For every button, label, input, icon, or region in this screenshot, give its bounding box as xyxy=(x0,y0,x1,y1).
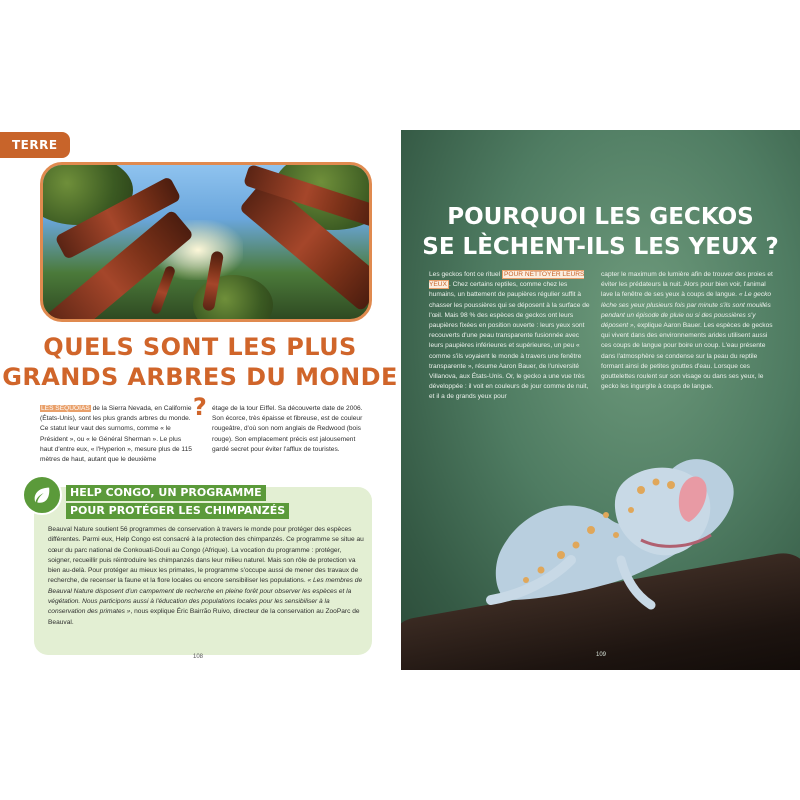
page-number-right: 109 xyxy=(596,652,607,658)
column-1: LES SÉQUOIAS de la Sierra Nevada, en Californie (États-Unis), sont les plus grands arbres du monde. Ce statut leur vaut des surnoms, comme « le Président », ou « le Général Sherman ». Le plus haut d'entre eux, « l'Hyperion », mesure plus de 115 mètres de haut, autant que le deuxième xyxy=(40,405,192,464)
sequoia-photo xyxy=(40,162,372,322)
section-tab: TERRE xyxy=(0,132,70,158)
page-title-left: QUELS SONT LES PLUS GRANDS ARBRES DU MONDE ? xyxy=(2,333,398,421)
column-2: étage de la tour Eiffel. Sa découverte date de 2006. Son écorce, très épaisse et fibreuse, est de couleur rougeâtre, d'où son nom anglais de Redwood (bois rouge). Son emplacement précis est jalousement gardé secret pour éviter l'afflux de touristes. xyxy=(212,405,363,453)
help-box-text: Beauval Nature soutient 56 programmes de conservation à travers le monde pour protéger des espèces différentes. Parmi eux, Help Congo est consacré à la protection des chimpanzés. Ce programme se situe au cœur du parc national de Conkouati-Douli au Congo (Afrique). La vocation du programme : protéger, soigner, recueillir puis réintroduire les chimpanzés dans leur milieu naturel. Mais son rôle de protection va bien au-delà. Pour protéger au mieux les primates, le programme s'occupe aussi de mener des travaux de recherche, de recenser la faune et la flore locales ou encore sensibiliser les populations. « Les membres de Beauval Nature disposent d'un campement de recherche en pleine forêt pour observer les espèces et la végétation. Nous participons aussi à l'éducation des populations locales pour les sensibiliser à la conservation des primates », nous explique Éric Bairrão Ruivo, directeur de la conservation au ZooParc de Beauval. xyxy=(48,526,364,626)
page-title-right: POURQUOI LES GECKOS SE LÈCHENT-ILS LES YEUX ? xyxy=(422,204,779,260)
highlight-term: LES SÉQUOIAS xyxy=(41,405,90,412)
column-2-right: capter le maximum de lumière afin de trouver des proies et éviter les prédateurs la nuit. Alors pour bien voir, l'animal lave la fenêtre de ses yeux à coups de langue. « Le gecko lèche ses yeux plusieurs fois par minute s'ils sont mouillés pendant un épisode de pluie ou si des poussières s'y déposent », explique Aaron Bauer. Les espèces de geckos qui vivent dans des environnements arides utilisent aussi ces coups de langue pour boire un coup. L'eau présente dans l'atmosphère se condense sur la peau du reptile formant ainsi de petites gouttes d'eau. Lorsque ces gouttelettes roulent sur son visage ou dans ses yeux, le gecko les ingurgite à coups de langue. xyxy=(601,271,773,391)
help-box-title: HELP CONGO, UN PROGRAMME POUR PROTÉGER LES CHIMPANZÉS xyxy=(66,485,289,521)
leaf-icon xyxy=(22,475,62,515)
column-1-right: Les geckos font ce rituel POUR NETTOYER LEURS YEUX . Chez certains reptiles, comme chez les humains, un battement de paupières régulier suffit à chasser les poussières qui se déposent à la surface de l'œil. Mais 98 % des espèces de geckos ont leurs paupières fixées en position ouverte : leurs yeux sont recouverts d'une peau transparente fusionnée avec leurs paupières inférieures et supérieures, un peu « comme s'ils voyaient le monde à travers une fenêtre transparente », résume Aaron Bauer, de l'université Villanova, aux États-Unis. Or, le gecko a une vue très développée : il voit en couleurs de jour comme de nuit, et il a de grands yeux pour xyxy=(429,271,590,401)
left-page xyxy=(0,132,400,668)
article-body-left xyxy=(40,404,370,480)
highlight-term: POUR NETTOYER LEURS YEUX xyxy=(429,271,585,289)
page-number-left: 108 xyxy=(193,654,204,660)
right-page xyxy=(401,130,800,670)
